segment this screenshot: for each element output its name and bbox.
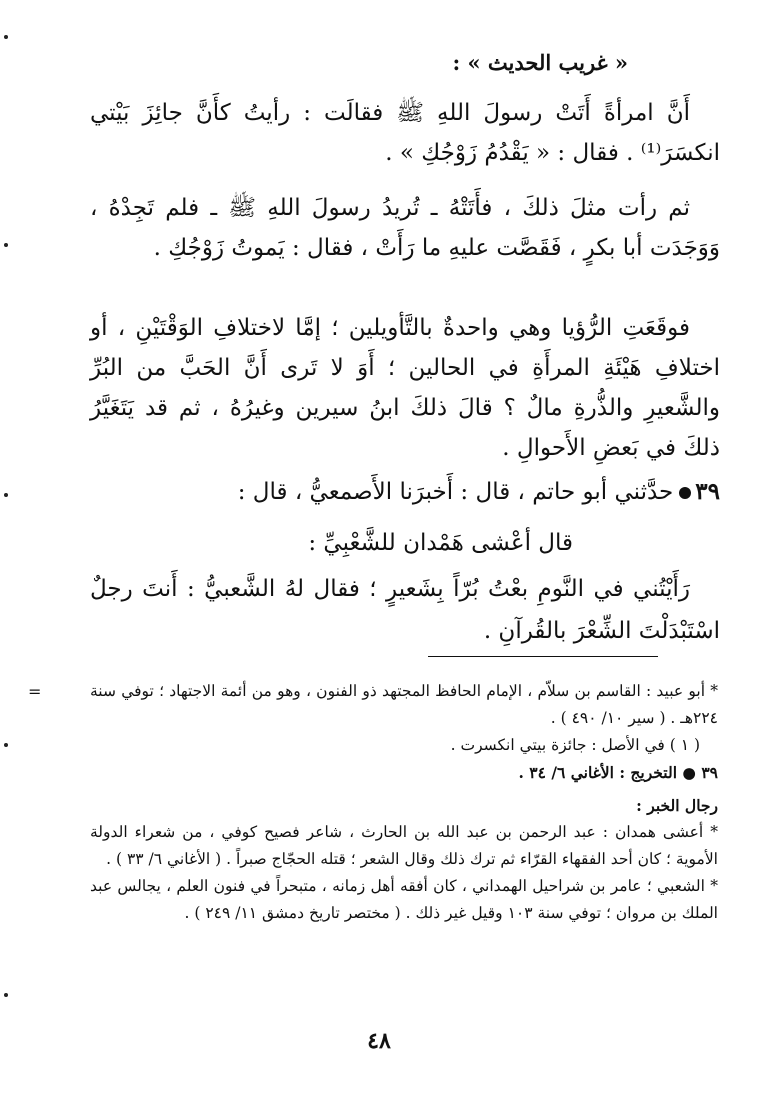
narration-line: قال أعْشى هَمْدان للشَّعْبِيِّ : [308, 530, 573, 556]
footnotes [90, 678, 718, 927]
footnote-takhrij: ٣٩ ● التخريج : الأغاني ٦/ ٣٤ . [518, 763, 718, 782]
margin-tick [4, 493, 8, 497]
footnote-1: ( ١ ) في الأصل : جائزة بيتي انكسرت . [450, 736, 700, 754]
footnote-divider [428, 656, 658, 657]
continuation-mark: = [28, 682, 42, 701]
margin-tick [4, 243, 8, 247]
footnote-bio-shabi: * الشعبي ؛ عامر بن شراحيل الهمداني ، كان أفقه أهل زمانه ، متبحراً في فنون العلم ، يجالس عبد الملك بن مروان ؛ توفي سنة ١٠٣ وقيل غير ذلك . ( مختصر تاريخ دمشق ١١/ ٢٤٩ ) . [90, 877, 718, 922]
page-number: ٤٨ [367, 1028, 391, 1054]
narration-text: رَأَيْتُني في النَّومِ بعْتُ بُرّاً بِشَعيرٍ ؛ فقال لهُ الشَّعبيُّ : أَنتَ رجلٌ اسْتَبْدَلْتَ الشِّعْرَ بالقُرآنِ . [90, 576, 720, 644]
hadith-text: حدَّثني أبو حاتم ، قال : أَخبرَنا الأَصمعيُّ ، قال : [237, 479, 674, 505]
paragraph-1: أَنَّ امرأةً أَتَتْ رسولَ اللهِ ﷺ فقالَت : رأيتُ كأَنَّ جائِزَ بَيْتي انكسَرَ⁽¹⁾ . فقال : « يَقْدُمُ زَوْجُكِ » . [90, 100, 720, 166]
paragraph-2: ثم رأت مثلَ ذلكَ ، فأَتَتْهُ ـ تُريدُ رسولَ اللهِ ﷺ ـ فلم تَجِدْهُ ، وَوَجَدَت أبا بكرٍ ، فَقَصَّت عليهِ ما رَأَتْ ، فقال : يَموتُ زَوْجُكِ . [90, 195, 720, 261]
section-heading: « غريب الحديث » : [452, 50, 628, 75]
paragraph-3: فوقَعَتِ الرُّؤيا وهي واحدةٌ بالتَّأويلين ؛ إمَّا لاختلافِ الوَقْتَيْنِ ، أو اختلافِ هَيْئَةِ المرأَةِ في الحالين ؛ أَوَ لا تَرى أَنَّ الحَبَّ من البُرِّ والشَّعيرِ والذُّرةِ مالٌ ؟ قالَ ذلكَ ابنُ سيرين وغيرُهُ ، ثم قد يَتَغَيَّرُ ذلكَ في بَعضِ الأَحوالِ . [90, 315, 720, 461]
bullet-icon [679, 487, 691, 499]
hadith-number: ٣٩ [695, 478, 720, 505]
footnote-bio-asha: * أعشى همدان : عبد الرحمن بن عبد الله بن الحارث ، شاعر فصيح كوفي ، من شعراء الدولة الأموية ؛ كان أحد الفقهاء القرّاء ثم ترك ذلك وقال الشعر ؛ قتله الحجّاج صبراً . ( الأغاني ٦/ ٣٣ ) . [90, 823, 718, 868]
footnote-rijal-heading: رجال الخبر : [636, 796, 718, 815]
margin-tick [4, 35, 8, 39]
margin-tick [4, 743, 8, 747]
footnote-bio-abu-ubaid: * أبو عبيد : القاسم بن سلاّم ، الإمام الحافظ المجتهد ذو الفنون ، وهو من أئمة الاجتهاد ؛ توفي سنة ٢٢٤هـ . ( سير ١٠/ ٤٩٠ ) . [90, 682, 718, 727]
margin-tick [4, 993, 8, 997]
hadith-entry [90, 472, 720, 512]
